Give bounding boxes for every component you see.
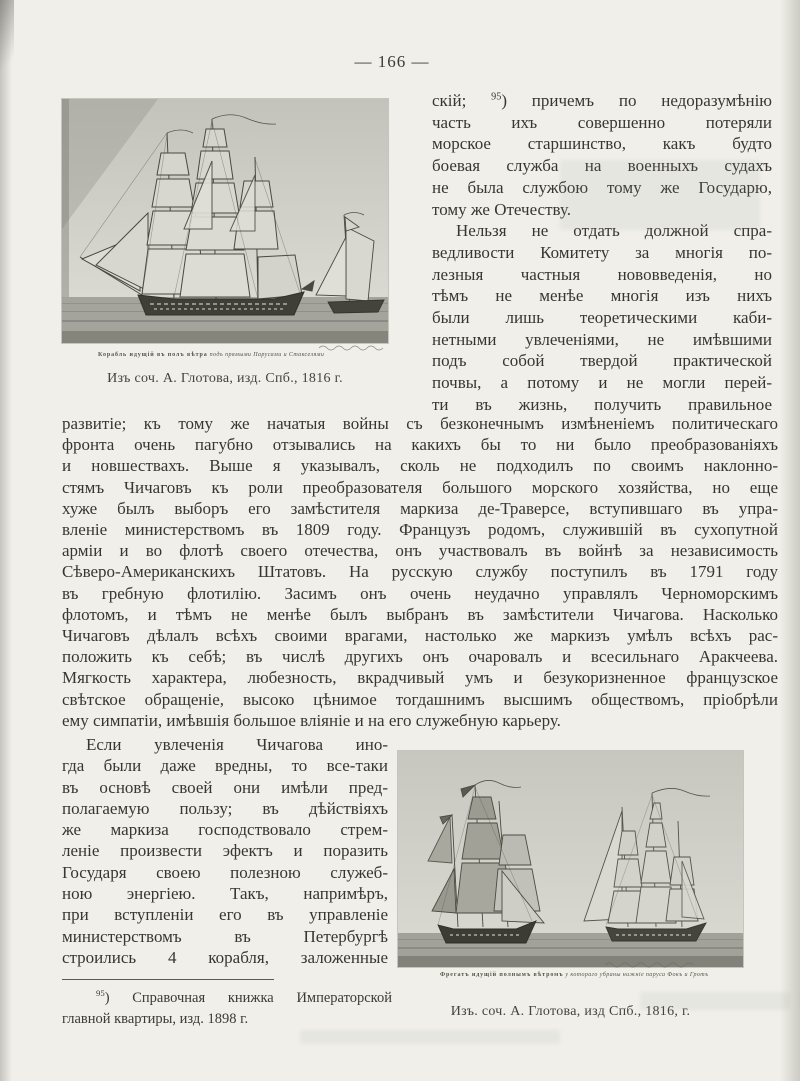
- ship-engraving-top: [62, 99, 388, 343]
- text-line: Нельзя не отдать должной спра-: [456, 221, 772, 241]
- footnote-marker: 95: [96, 988, 105, 999]
- text-line: арміи и во флотѣ своего отечества, онъ участвовалъ въ войнѣ за независимость: [62, 541, 778, 561]
- text-line: Мягкость характера, любезность, вкрадчивый умъ и безукоризненное французское: [62, 668, 778, 688]
- page-number: — 166 —: [354, 52, 430, 71]
- text-line: главной квартиры, изд. 1898 г.: [62, 1010, 249, 1027]
- text-line: лезныя частныя нововведенія, но: [432, 264, 772, 284]
- figure-bottom-engraved-caption: [440, 972, 709, 978]
- text-line: были лишь теоретическими каби-: [432, 308, 772, 328]
- text-line: тѣмъ не менѣе многія изъ нихъ: [432, 286, 772, 306]
- text-line: Сѣверо-Американскихъ Штатовъ. На русскую службу поступилъ въ 1791 году: [62, 562, 778, 582]
- figure-top-caption: Изъ соч. А. Глотова, изд. Спб., 1816 г.: [107, 371, 343, 386]
- text-line: Государя своею полезною служеб-: [62, 862, 388, 882]
- text-line: развитіе; къ тому же начатыя войны съ безконечнымъ измѣненіемъ политическаго: [62, 414, 778, 433]
- text-line: скій; $^{95}$) причемъ по недоразумѣнію: [432, 91, 772, 110]
- engraved-inscription-squiggle: [318, 343, 386, 351]
- text-line: ною энергіею. Такъ, напримѣръ,: [62, 884, 388, 904]
- text-line: гда были даже вредны, то все-таки: [62, 756, 388, 776]
- figure-bottom-caption: Изъ. соч. А. Глотова, изд Спб., 1816, г.: [450, 1004, 691, 1019]
- text-line: фронта очень пагубно отзывались на какихъ бы то ни было преобразованіяхъ: [62, 435, 778, 455]
- figure-top-engraved-caption: [98, 352, 324, 358]
- text-column-right: [432, 90, 772, 416]
- text-line: положить къ себѣ; въ числѣ другихъ онъ очаровалъ и всесильнаго Аракчеева.: [62, 647, 778, 667]
- text-line: ему симпатіи, имѣвшія большое вліяніе и на его служебную карьеру.: [62, 710, 561, 730]
- text-line: хуже былъ выборъ его замѣстителя маркиза де-Траверсе, вступившаго въ упра-: [62, 498, 778, 518]
- text-line: подъ собой твердой практической: [432, 351, 772, 371]
- ship-engraving-bottom: [398, 751, 743, 967]
- engraved-caption-script: у котораго убраны нижніе паруса Фокъ и Гротъ: [565, 972, 709, 978]
- text-block-full-width: [62, 413, 778, 731]
- text-column-left: [62, 734, 388, 968]
- scan-left-edge-shadow: [0, 0, 12, 1081]
- text-line: ведливости Комитету за многія по-: [432, 242, 772, 262]
- text-line: министерствомъ въ Петербургѣ: [62, 926, 388, 946]
- text-line: полагаемую пользу; въ дѣйствіяхъ: [62, 798, 388, 818]
- text-line: нетными увлеченіями, не имѣвшими: [432, 329, 772, 349]
- engraved-caption-script: подъ прямыми Парусами и Стакселями: [209, 352, 325, 358]
- footnote-rule: [62, 979, 274, 980]
- engraved-inscription-squiggle: [604, 960, 696, 968]
- text-line: леніе произвести эфектъ и поразить: [62, 841, 388, 861]
- scan-right-edge-shadow: [780, 0, 800, 1081]
- text-line: тому же Отечеству.: [432, 199, 572, 219]
- text-line: не была службою тому же Государю,: [432, 177, 772, 197]
- figure-top: [62, 99, 388, 343]
- text-line: въ основѣ своей они имѣли пред-: [62, 777, 388, 797]
- text-line: ти въ жизнь, получить правильное: [432, 394, 772, 414]
- scan-corner-smudge: [0, 0, 14, 90]
- text-line: Если увлеченія Чичагова ино-: [86, 735, 388, 754]
- text-line: же маркиза господствовало стрем-: [62, 820, 388, 840]
- figure-bottom: [398, 751, 743, 967]
- text-line: стямъ Чичаговъ къ роли преобразователя большого морского хозяйства, но еще: [62, 477, 778, 497]
- text-line: флотомъ, и тѣмъ не менѣе былъ выбранъ въ замѣстители Чичагова. Насколько: [62, 604, 778, 624]
- text-line: и новшествахъ. Выше я указывалъ, сколь не подходилъ по своимъ наклонно-: [62, 456, 778, 476]
- text-line: строились 4 корабля, заложенные: [62, 947, 388, 967]
- text-line: при вступленіи его въ управленіе: [62, 905, 388, 925]
- engraved-caption-caps: Корабль идущій въ полъ вѣтра: [98, 352, 208, 358]
- footnote-marker: 95: [491, 91, 502, 103]
- text-line: вленіе министерствомъ въ 1809 году. Французъ родомъ, служившій въ сухопутной: [62, 520, 778, 540]
- engraved-caption-caps: Фрегатъ идущій полнымъ вѣтромъ: [440, 972, 564, 978]
- text-line: почвы, а потому и не могли перей-: [432, 373, 772, 393]
- text-line: въ гребную флотилію. Засимъ онъ очень неудачно управлялъ Черноморскимъ: [62, 583, 778, 603]
- show-through-smudge: [300, 1030, 560, 1044]
- text-line: морское старшинство, какъ будто: [432, 134, 772, 154]
- text-line: боевая служба на военныхъ судахъ: [432, 156, 772, 176]
- text-line: часть ихъ совершенно потеряли: [432, 112, 772, 132]
- text-line: свѣтское обращеніе, высоко цѣнимое тогдашнимъ высшимъ обществомъ, пріобрѣли: [62, 689, 778, 709]
- text-line: $^{95}$) Справочная книжка Императорской: [96, 988, 392, 1006]
- footnote: [62, 988, 392, 1029]
- text-line: Чичаговъ дѣлалъ всѣхъ своими врагами, настолько же маркизъ умѣлъ всѣхъ рас-: [62, 626, 778, 646]
